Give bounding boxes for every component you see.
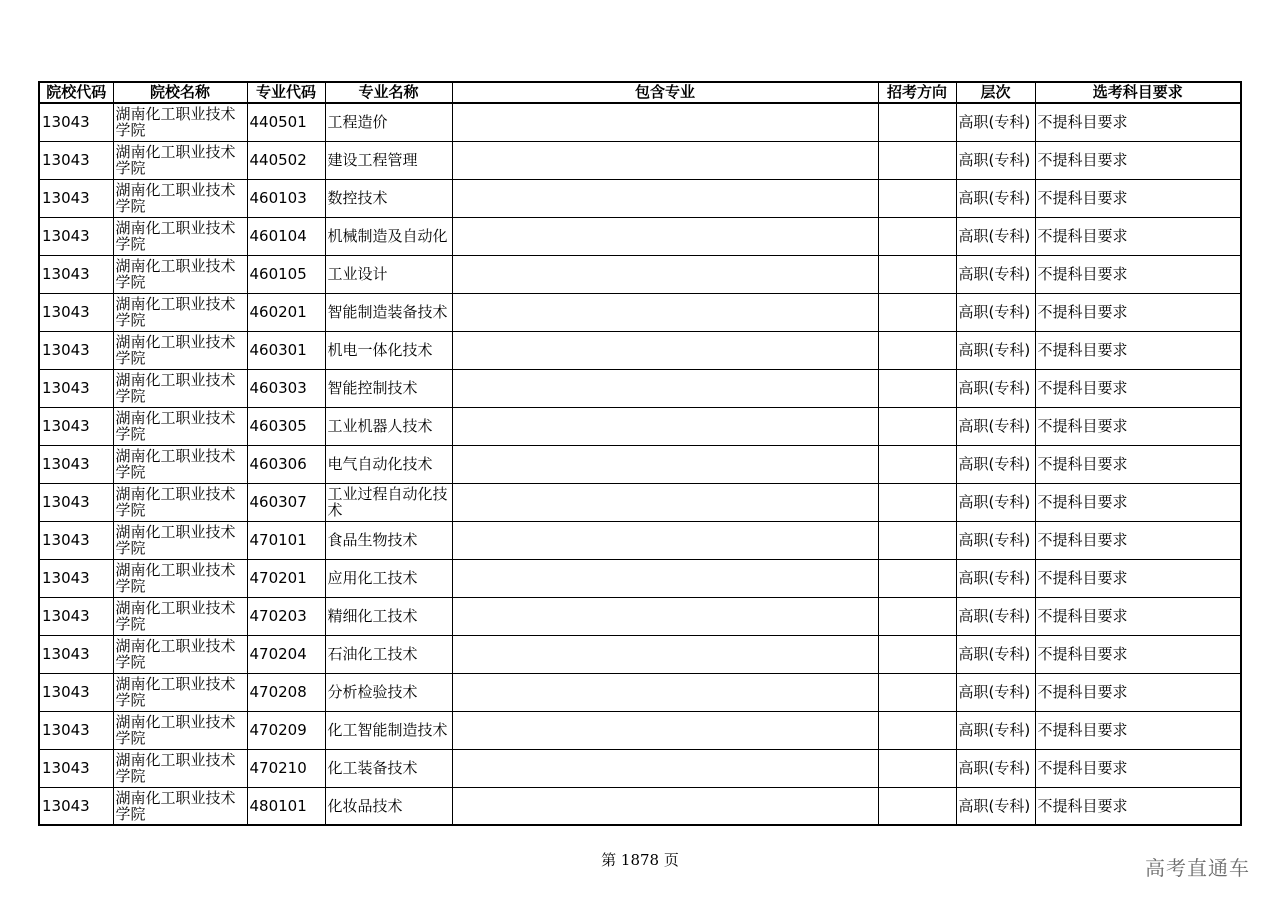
table-row: [39, 141, 1241, 179]
cell-subject-requirement: 不提科目要求: [1035, 255, 1241, 293]
cell-subject-requirement: 不提科目要求: [1035, 141, 1241, 179]
cell-admission-direction: [878, 559, 956, 597]
cell-institution-name: 湖南化工职业技术学院: [113, 635, 247, 673]
cell-institution-name: 湖南化工职业技术学院: [113, 369, 247, 407]
header-institution-name: 院校名称: [113, 82, 247, 103]
cell-subject-requirement: 不提科目要求: [1035, 331, 1241, 369]
cell-level: 高职(专科): [956, 255, 1035, 293]
cell-level: 高职(专科): [956, 483, 1035, 521]
table-row: [39, 217, 1241, 255]
cell-major-name: 建设工程管理: [325, 141, 452, 179]
cell-major-code: 470209: [247, 711, 325, 749]
cell-included-majors: [452, 331, 878, 369]
cell-level: 高职(专科): [956, 673, 1035, 711]
cell-institution-code: 13043: [39, 521, 113, 559]
table-row: [39, 103, 1241, 141]
cell-institution-name: 湖南化工职业技术学院: [113, 749, 247, 787]
cell-major-name: 应用化工技术: [325, 559, 452, 597]
cell-institution-code: 13043: [39, 445, 113, 483]
cell-institution-name: 湖南化工职业技术学院: [113, 559, 247, 597]
cell-major-code: 440502: [247, 141, 325, 179]
cell-subject-requirement: 不提科目要求: [1035, 635, 1241, 673]
cell-major-name: 工业过程自动化技术: [325, 483, 452, 521]
cell-subject-requirement: 不提科目要求: [1035, 597, 1241, 635]
cell-included-majors: [452, 255, 878, 293]
cell-institution-name: 湖南化工职业技术学院: [113, 445, 247, 483]
table-row: [39, 749, 1241, 787]
header-admission-direction: 招考方向: [878, 82, 956, 103]
cell-admission-direction: [878, 141, 956, 179]
cell-included-majors: [452, 445, 878, 483]
table-row: [39, 597, 1241, 635]
cell-admission-direction: [878, 635, 956, 673]
cell-admission-direction: [878, 103, 956, 141]
cell-included-majors: [452, 483, 878, 521]
page-number: 第 1878 页: [601, 851, 679, 869]
header-major-code: 专业代码: [247, 82, 325, 103]
table-row: [39, 635, 1241, 673]
cell-institution-name: 湖南化工职业技术学院: [113, 597, 247, 635]
cell-institution-code: 13043: [39, 787, 113, 825]
cell-included-majors: [452, 749, 878, 787]
header-level: 层次: [956, 82, 1035, 103]
cell-subject-requirement: 不提科目要求: [1035, 179, 1241, 217]
cell-subject-requirement: 不提科目要求: [1035, 749, 1241, 787]
cell-subject-requirement: 不提科目要求: [1035, 217, 1241, 255]
cell-major-code: 480101: [247, 787, 325, 825]
cell-major-name: 化工装备技术: [325, 749, 452, 787]
cell-institution-name: 湖南化工职业技术学院: [113, 255, 247, 293]
cell-level: 高职(专科): [956, 635, 1035, 673]
cell-institution-code: 13043: [39, 293, 113, 331]
cell-subject-requirement: 不提科目要求: [1035, 407, 1241, 445]
cell-major-name: 电气自动化技术: [325, 445, 452, 483]
cell-included-majors: [452, 103, 878, 141]
cell-institution-name: 湖南化工职业技术学院: [113, 521, 247, 559]
cell-institution-code: 13043: [39, 369, 113, 407]
cell-major-name: 工程造价: [325, 103, 452, 141]
cell-institution-code: 13043: [39, 673, 113, 711]
cell-institution-code: 13043: [39, 103, 113, 141]
cell-institution-name: 湖南化工职业技术学院: [113, 141, 247, 179]
cell-level: 高职(专科): [956, 141, 1035, 179]
cell-admission-direction: [878, 787, 956, 825]
cell-level: 高职(专科): [956, 711, 1035, 749]
cell-institution-code: 13043: [39, 141, 113, 179]
cell-institution-name: 湖南化工职业技术学院: [113, 711, 247, 749]
cell-level: 高职(专科): [956, 369, 1035, 407]
cell-subject-requirement: 不提科目要求: [1035, 559, 1241, 597]
cell-major-code: 470210: [247, 749, 325, 787]
table-row: [39, 331, 1241, 369]
cell-subject-requirement: 不提科目要求: [1035, 293, 1241, 331]
table-row: [39, 673, 1241, 711]
cell-admission-direction: [878, 483, 956, 521]
cell-admission-direction: [878, 749, 956, 787]
cell-major-name: 机电一体化技术: [325, 331, 452, 369]
cell-admission-direction: [878, 407, 956, 445]
cell-level: 高职(专科): [956, 293, 1035, 331]
cell-subject-requirement: 不提科目要求: [1035, 483, 1241, 521]
cell-level: 高职(专科): [956, 331, 1035, 369]
cell-major-code: 460303: [247, 369, 325, 407]
table-row: [39, 559, 1241, 597]
cell-subject-requirement: 不提科目要求: [1035, 673, 1241, 711]
cell-included-majors: [452, 673, 878, 711]
cell-institution-name: 湖南化工职业技术学院: [113, 787, 247, 825]
header-subject-requirement: 选考科目要求: [1035, 82, 1241, 103]
cell-institution-name: 湖南化工职业技术学院: [113, 673, 247, 711]
cell-institution-name: 湖南化工职业技术学院: [113, 483, 247, 521]
cell-admission-direction: [878, 521, 956, 559]
cell-major-name: 智能制造装备技术: [325, 293, 452, 331]
table-row: [39, 293, 1241, 331]
cell-institution-code: 13043: [39, 407, 113, 445]
cell-major-code: 460301: [247, 331, 325, 369]
table-row: [39, 483, 1241, 521]
cell-included-majors: [452, 635, 878, 673]
header-institution-code: 院校代码: [39, 82, 113, 103]
table-row: [39, 179, 1241, 217]
cell-admission-direction: [878, 369, 956, 407]
watermark-text: 高考直通车: [1145, 856, 1250, 880]
cell-major-name: 数控技术: [325, 179, 452, 217]
cell-included-majors: [452, 293, 878, 331]
header-major-name: 专业名称: [325, 82, 452, 103]
cell-major-code: 440501: [247, 103, 325, 141]
cell-institution-code: 13043: [39, 597, 113, 635]
cell-included-majors: [452, 179, 878, 217]
cell-major-name: 分析检验技术: [325, 673, 452, 711]
cell-level: 高职(专科): [956, 445, 1035, 483]
cell-major-code: 460105: [247, 255, 325, 293]
cell-institution-name: 湖南化工职业技术学院: [113, 103, 247, 141]
cell-subject-requirement: 不提科目要求: [1035, 445, 1241, 483]
cell-major-code: 470101: [247, 521, 325, 559]
cell-institution-code: 13043: [39, 559, 113, 597]
cell-included-majors: [452, 521, 878, 559]
cell-major-name: 工业设计: [325, 255, 452, 293]
admissions-table: [38, 81, 1242, 826]
cell-institution-code: 13043: [39, 635, 113, 673]
cell-major-code: 470203: [247, 597, 325, 635]
cell-major-code: 470204: [247, 635, 325, 673]
cell-level: 高职(专科): [956, 179, 1035, 217]
cell-major-name: 智能控制技术: [325, 369, 452, 407]
cell-subject-requirement: 不提科目要求: [1035, 369, 1241, 407]
cell-major-code: 470208: [247, 673, 325, 711]
cell-subject-requirement: 不提科目要求: [1035, 103, 1241, 141]
cell-admission-direction: [878, 255, 956, 293]
cell-major-name: 精细化工技术: [325, 597, 452, 635]
cell-major-code: 460306: [247, 445, 325, 483]
cell-institution-code: 13043: [39, 331, 113, 369]
cell-admission-direction: [878, 179, 956, 217]
table-body: [39, 103, 1241, 825]
cell-admission-direction: [878, 711, 956, 749]
cell-major-code: 470201: [247, 559, 325, 597]
cell-major-name: 食品生物技术: [325, 521, 452, 559]
cell-level: 高职(专科): [956, 559, 1035, 597]
table-row: [39, 407, 1241, 445]
cell-admission-direction: [878, 293, 956, 331]
cell-institution-code: 13043: [39, 483, 113, 521]
cell-level: 高职(专科): [956, 597, 1035, 635]
table-row: [39, 787, 1241, 825]
cell-level: 高职(专科): [956, 521, 1035, 559]
table-row: [39, 369, 1241, 407]
cell-major-code: 460104: [247, 217, 325, 255]
cell-institution-name: 湖南化工职业技术学院: [113, 331, 247, 369]
cell-institution-name: 湖南化工职业技术学院: [113, 293, 247, 331]
cell-institution-code: 13043: [39, 255, 113, 293]
cell-admission-direction: [878, 445, 956, 483]
cell-major-name: 化妆品技术: [325, 787, 452, 825]
cell-major-name: 石油化工技术: [325, 635, 452, 673]
table-row: [39, 711, 1241, 749]
cell-level: 高职(专科): [956, 749, 1035, 787]
cell-included-majors: [452, 787, 878, 825]
cell-included-majors: [452, 597, 878, 635]
cell-major-code: 460201: [247, 293, 325, 331]
cell-institution-name: 湖南化工职业技术学院: [113, 179, 247, 217]
cell-subject-requirement: 不提科目要求: [1035, 711, 1241, 749]
cell-included-majors: [452, 559, 878, 597]
cell-included-majors: [452, 407, 878, 445]
cell-included-majors: [452, 141, 878, 179]
cell-level: 高职(专科): [956, 217, 1035, 255]
cell-level: 高职(专科): [956, 103, 1035, 141]
cell-major-name: 工业机器人技术: [325, 407, 452, 445]
cell-included-majors: [452, 711, 878, 749]
table-row: [39, 445, 1241, 483]
cell-institution-code: 13043: [39, 217, 113, 255]
cell-subject-requirement: 不提科目要求: [1035, 521, 1241, 559]
header-included-majors: 包含专业: [452, 82, 878, 103]
cell-included-majors: [452, 217, 878, 255]
table-row: [39, 255, 1241, 293]
cell-institution-code: 13043: [39, 711, 113, 749]
cell-admission-direction: [878, 597, 956, 635]
table-row: [39, 521, 1241, 559]
cell-institution-code: 13043: [39, 179, 113, 217]
cell-admission-direction: [878, 217, 956, 255]
cell-major-name: 机械制造及自动化: [325, 217, 452, 255]
cell-admission-direction: [878, 673, 956, 711]
header-row: [39, 82, 1241, 103]
cell-major-name: 化工智能制造技术: [325, 711, 452, 749]
cell-admission-direction: [878, 331, 956, 369]
cell-major-code: 460307: [247, 483, 325, 521]
cell-included-majors: [452, 369, 878, 407]
cell-institution-name: 湖南化工职业技术学院: [113, 217, 247, 255]
cell-institution-name: 湖南化工职业技术学院: [113, 407, 247, 445]
cell-subject-requirement: 不提科目要求: [1035, 787, 1241, 825]
cell-major-code: 460305: [247, 407, 325, 445]
cell-institution-code: 13043: [39, 749, 113, 787]
cell-level: 高职(专科): [956, 787, 1035, 825]
cell-level: 高职(专科): [956, 407, 1035, 445]
cell-major-code: 460103: [247, 179, 325, 217]
